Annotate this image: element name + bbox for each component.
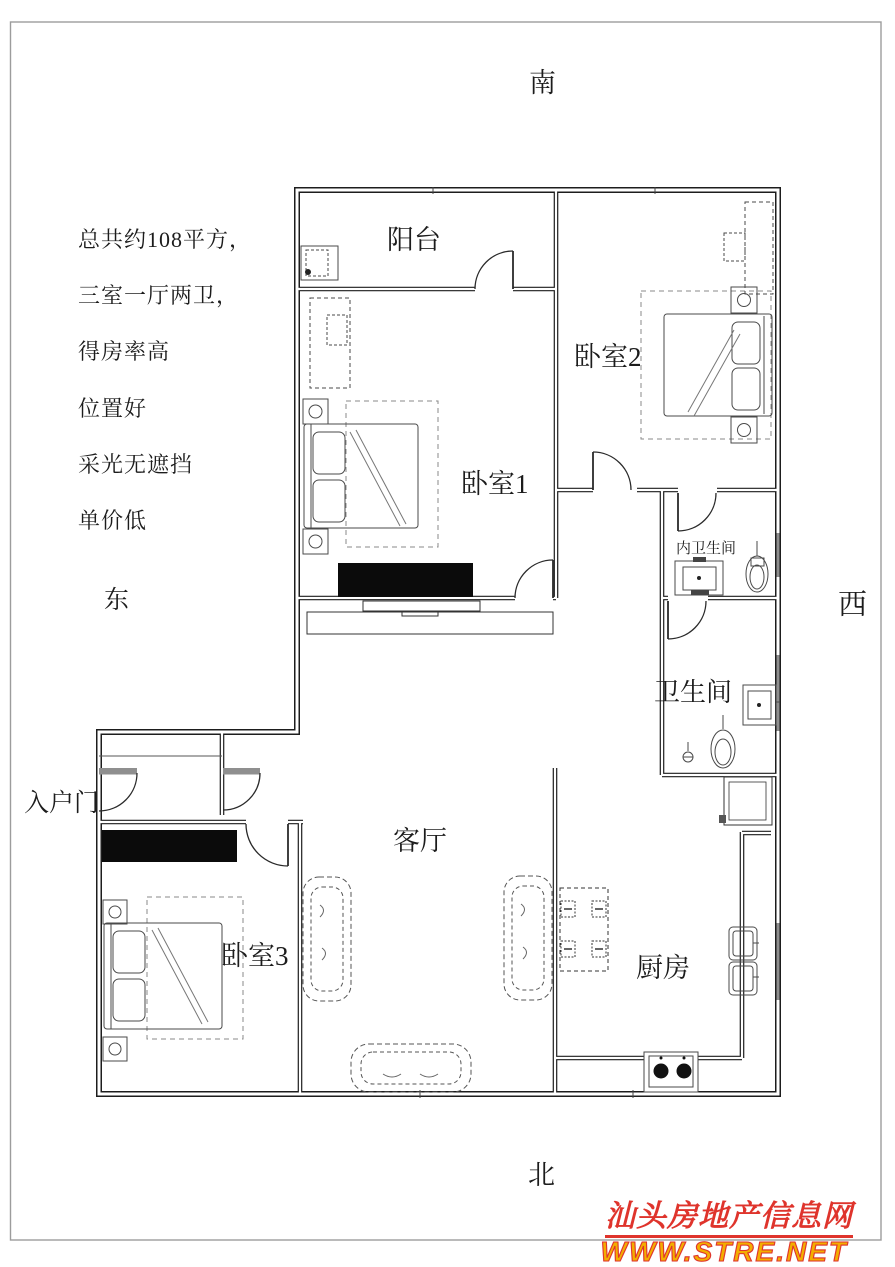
room-label-bathroom: 卫生间 (654, 678, 733, 707)
entry-door-left (99, 768, 137, 811)
sofa-bottom (351, 1044, 471, 1092)
watermark-site-name: 汕头房地产信息网 (605, 1202, 853, 1238)
description-line: 采光无遮挡 (78, 452, 194, 477)
duct-shaft (719, 777, 772, 825)
room-label-bedroom1: 卧室1 (461, 469, 529, 499)
description-line: 三室一厅两卫， (78, 283, 240, 308)
room-label-bedroom3: 卧室3 (221, 941, 289, 971)
description-line: 单价低 (78, 508, 148, 533)
washing-machine (301, 246, 338, 280)
page-border (11, 22, 882, 1240)
entry-door-right (223, 768, 260, 810)
bathroom-door (668, 601, 706, 639)
bedroom2-door (593, 452, 631, 490)
watermark-site-url: WWW.STRE.NET (600, 1236, 848, 1267)
description-line: 总共约108平方， (78, 227, 253, 252)
room-label-ensuite: 内卫生间 (676, 541, 737, 557)
bed-bedroom3 (103, 897, 243, 1061)
wardrobe-bedroom3 (102, 830, 237, 862)
wall-ticks (420, 187, 655, 1098)
description-line: 得房率高 (78, 339, 171, 364)
compass-south: 南 (529, 68, 556, 98)
compass-east: 东 (104, 587, 130, 614)
description-block (78, 227, 252, 533)
room-label-living-room: 客厅 (393, 826, 447, 856)
stove (644, 1052, 698, 1092)
bedroom3-door (246, 824, 288, 866)
room-label-bedroom2: 卧室2 (574, 342, 642, 372)
balcony-door (475, 251, 513, 289)
room-label-kitchen: 厨房 (636, 953, 690, 983)
tv-console (307, 601, 553, 634)
room-label-balcony: 阳台 (387, 225, 441, 255)
ensuite-door (678, 493, 716, 531)
bed-bedroom1 (303, 298, 438, 554)
sofa-right (504, 876, 552, 1000)
dining-table (560, 888, 608, 971)
compass-west: 西 (838, 589, 868, 621)
wardrobe-bedroom1 (338, 563, 473, 597)
description-line: 位置好 (78, 396, 148, 421)
compass-north: 北 (528, 1160, 555, 1190)
sofa-left (303, 877, 351, 1001)
room-label-entry-door: 入户门 (24, 790, 100, 817)
bedroom1-door (515, 560, 553, 598)
bed-bedroom2 (641, 202, 773, 443)
